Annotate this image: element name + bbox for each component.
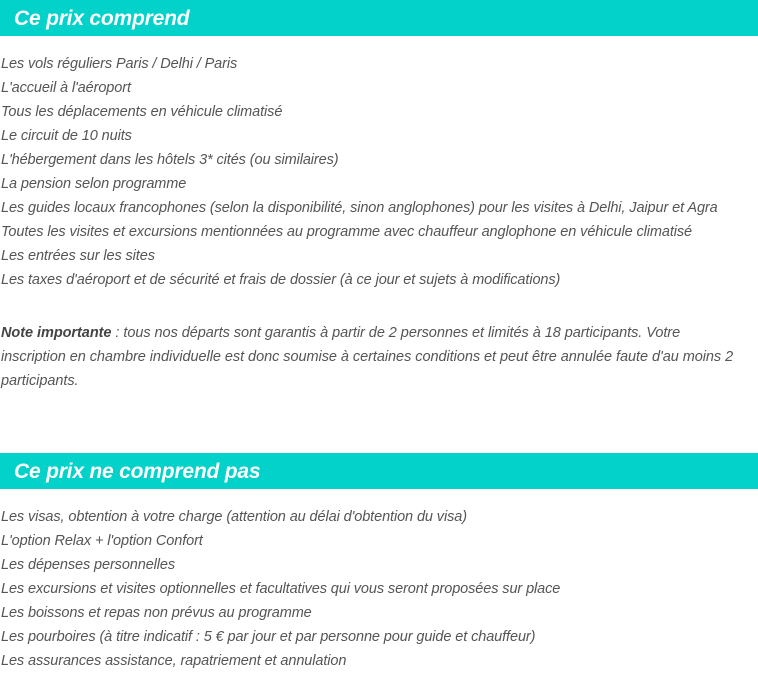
section-header-not-included bbox=[0, 453, 758, 489]
section-title-included: Ce prix comprend bbox=[14, 6, 190, 30]
list-item: Les dépenses personnelles bbox=[1, 557, 176, 573]
list-item: Les entrées sur les sites bbox=[1, 248, 155, 264]
section-body-included bbox=[0, 52, 758, 393]
section-header-included bbox=[0, 0, 758, 36]
spacer bbox=[0, 36, 758, 52]
section-body-not-included bbox=[0, 505, 758, 673]
list-item: Les excursions et visites optionnelles et facultatives qui vous seront proposées sur place bbox=[1, 581, 561, 597]
list-item: L'option Relax + l'option Confort bbox=[1, 533, 203, 549]
list-item: Tous les déplacements en véhicule climatisé bbox=[1, 104, 283, 120]
list-item: Les boissons et repas non prévus au programme bbox=[1, 605, 312, 621]
list-item: Les guides locaux francophones (selon la disponibilité, sinon anglophones) pour les visites à Delhi, Jaipur et Agra bbox=[1, 200, 718, 216]
list-item: L'hébergement dans les hôtels 3* cités (ou similaires) bbox=[1, 152, 339, 168]
list-item: La pension selon programme bbox=[1, 176, 187, 192]
list-item: Les visas, obtention à votre charge (attention au délai d'obtention du visa) bbox=[1, 509, 467, 525]
list-item: Les assurances assistance, rapatriement et annulation bbox=[1, 653, 347, 669]
list-item: Les vols réguliers Paris / Delhi / Paris bbox=[1, 56, 238, 72]
spacer bbox=[0, 407, 758, 453]
important-note-label: Note importante bbox=[1, 324, 112, 341]
not-included-list bbox=[1, 505, 745, 673]
list-item: Le circuit de 10 nuits bbox=[1, 128, 132, 144]
included-list bbox=[1, 52, 745, 292]
list-item: Les pourboires (à titre indicatif : 5 € par jour et par personne pour guide et chauffeur) bbox=[1, 629, 536, 645]
spacer bbox=[1, 292, 745, 306]
spacer bbox=[0, 489, 758, 505]
section-title-not-included: Ce prix ne comprend pas bbox=[14, 459, 261, 483]
list-item: L'accueil à l'aéroport bbox=[1, 80, 131, 96]
important-note-text: : tous nos départs sont garantis à partir de 2 personnes et limités à 18 participants. Votre inscription en chambre individuelle est donc soumise à certaines conditions et peut être annulée faute d'au moins 2 participants. bbox=[1, 324, 734, 389]
important-note bbox=[1, 321, 745, 393]
list-item: Les taxes d'aéroport et de sécurité et frais de dossier (à ce jour et sujets à modifications) bbox=[1, 272, 561, 288]
list-item: Toutes les visites et excursions mentionnées au programme avec chauffeur anglophone en véhicule climatisé bbox=[1, 224, 692, 240]
